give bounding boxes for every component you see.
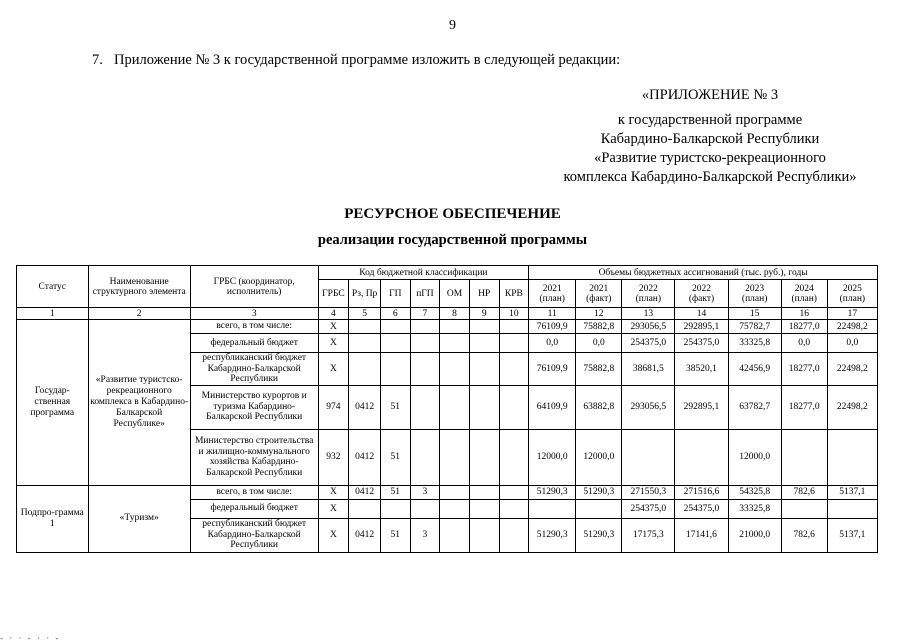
column-number: 1	[17, 308, 89, 320]
column-number: 8	[440, 308, 470, 320]
row-label: федеральный бюджет	[190, 334, 318, 353]
column-number: 16	[781, 308, 827, 320]
value-cell: 22498,2	[827, 320, 877, 334]
header-year-col	[675, 280, 728, 308]
code-cell	[499, 518, 529, 552]
code-cell	[499, 499, 529, 518]
value-cell: 293056,5	[622, 385, 675, 429]
item-number: 7.	[92, 52, 103, 68]
code-cell	[380, 320, 410, 334]
code-cell: 51	[380, 485, 410, 499]
column-number: 12	[576, 308, 622, 320]
column-number: 7	[410, 308, 440, 320]
value-cell: 38681,5	[622, 353, 675, 386]
code-cell	[349, 499, 381, 518]
code-cell: 0412	[349, 429, 381, 485]
row-label: Министерство строительства и жилищно-коммунального хозяйства Кабардино-Балкарской Республики	[190, 429, 318, 485]
row-label: всего, в том числе:	[190, 485, 318, 499]
value-cell	[622, 429, 675, 485]
value-cell: 271550,3	[622, 485, 675, 499]
value-cell: 254375,0	[675, 499, 728, 518]
value-cell: 0,0	[827, 334, 877, 353]
header-code-col: НР	[469, 280, 499, 308]
code-cell: 51	[380, 518, 410, 552]
value-cell: 254375,0	[622, 499, 675, 518]
value-cell: 22498,2	[827, 385, 877, 429]
heading-subtitle: реализации государственной программы	[317, 232, 588, 248]
header-year-col	[622, 280, 675, 308]
header-year-col	[781, 280, 827, 308]
code-cell	[469, 334, 499, 353]
value-cell: 75882,8	[576, 353, 622, 386]
header-status: Статус	[17, 266, 89, 308]
code-cell: Х	[318, 485, 349, 499]
code-cell	[469, 518, 499, 552]
value-cell	[576, 499, 622, 518]
code-cell	[380, 334, 410, 353]
year-kind: (план)	[791, 293, 817, 304]
value-cell	[827, 429, 877, 485]
value-cell: 18277,0	[781, 320, 827, 334]
row-label: всего, в том числе:	[190, 320, 318, 334]
code-cell: 51	[380, 385, 410, 429]
value-cell: 64109,9	[529, 385, 576, 429]
header-code-col: пГП	[410, 280, 440, 308]
item-7-text	[92, 52, 620, 69]
value-cell: 271516,6	[675, 485, 728, 499]
header-name: Наименование структурного элемента	[88, 266, 190, 308]
header-year-col	[529, 280, 576, 308]
code-cell: 0412	[349, 518, 381, 552]
code-cell: 51	[380, 429, 410, 485]
code-cell: 932	[318, 429, 349, 485]
code-cell	[499, 353, 529, 386]
value-cell	[827, 499, 877, 518]
column-number: 14	[675, 308, 728, 320]
item-body: Приложение № 3 к государственной программе изложить в следующей редакции:	[114, 52, 621, 68]
table-row	[17, 320, 878, 334]
column-number: 10	[499, 308, 529, 320]
value-cell	[675, 429, 728, 485]
code-cell: Х	[318, 353, 349, 386]
header-year-col	[576, 280, 622, 308]
value-cell: 782,6	[781, 485, 827, 499]
code-cell: 974	[318, 385, 349, 429]
column-number: 11	[529, 308, 576, 320]
header-code-col: ГП	[380, 280, 410, 308]
value-cell: 5137,1	[827, 518, 877, 552]
gp-name: «Развитие туристско-рекреационного комплекса в Кабардино-Балкарской Республике»	[88, 320, 190, 486]
header-code-col: ГРБС	[318, 280, 349, 308]
value-cell: 22498,2	[827, 353, 877, 386]
value-cell	[781, 499, 827, 518]
value-cell: 33325,8	[728, 499, 781, 518]
value-cell: 12000,0	[728, 429, 781, 485]
header-numbers	[17, 308, 878, 320]
appendix-line-2: Кабардино-Балкарской Республики	[600, 131, 820, 147]
code-cell	[469, 499, 499, 518]
code-cell	[440, 385, 470, 429]
code-cell	[499, 320, 529, 334]
year-kind: (план)	[635, 293, 662, 304]
subprogram-status: Подпро-грамма 1	[17, 485, 89, 552]
year-kind: (факт)	[586, 293, 612, 304]
appendix-line-1: к государственной программе	[617, 112, 803, 128]
year-kind: (план)	[741, 293, 768, 304]
code-cell	[410, 385, 440, 429]
code-cell	[469, 485, 499, 499]
code-cell: Х	[318, 518, 349, 552]
value-cell: 254375,0	[675, 334, 728, 353]
column-number: 15	[728, 308, 781, 320]
value-cell: 17141,6	[675, 518, 728, 552]
header-budget-code: Код бюджетной классификации	[318, 266, 529, 280]
value-cell: 76109,9	[529, 320, 576, 334]
value-cell: 12000,0	[529, 429, 576, 485]
value-cell: 42456,9	[728, 353, 781, 386]
row-label: федеральный бюджет	[190, 499, 318, 518]
header-year-col	[728, 280, 781, 308]
value-cell: 0,0	[576, 334, 622, 353]
year-label: 2023	[745, 283, 765, 294]
value-cell: 51290,3	[529, 518, 576, 552]
table-row	[17, 485, 878, 499]
value-cell: 51290,3	[576, 518, 622, 552]
value-cell: 76109,9	[529, 353, 576, 386]
year-kind: (план)	[839, 293, 866, 304]
appendix-block	[555, 86, 865, 187]
year-label: 2025	[842, 283, 862, 294]
row-label: Министерство курортов и туризма Кабардино-Балкарской Республики	[190, 385, 318, 429]
code-cell	[440, 353, 470, 386]
code-cell: 3	[410, 485, 440, 499]
year-label: 2021	[542, 283, 562, 294]
column-number: 13	[622, 308, 675, 320]
code-cell	[410, 334, 440, 353]
value-cell: 63882,8	[576, 385, 622, 429]
value-cell: 51290,3	[529, 485, 576, 499]
code-cell	[410, 429, 440, 485]
header-grbs: ГРБС (координатор, исполнитель)	[190, 266, 318, 308]
appendix-line-4: комплекса Кабардино-Балкарской Республики»	[563, 169, 857, 185]
value-cell: 254375,0	[622, 334, 675, 353]
year-kind: (план)	[539, 293, 565, 304]
value-cell: 51290,3	[576, 485, 622, 499]
value-cell	[781, 429, 827, 485]
value-cell: 18277,0	[781, 385, 827, 429]
code-cell	[440, 518, 470, 552]
value-cell: 293056,5	[622, 320, 675, 334]
header-year-col	[827, 280, 877, 308]
code-cell: Х	[318, 320, 349, 334]
code-cell: 0412	[349, 485, 381, 499]
year-label: 2022	[638, 283, 658, 294]
column-number: 5	[349, 308, 381, 320]
subprogram-name: «Туризм»	[88, 485, 190, 552]
code-cell	[440, 499, 470, 518]
column-number: 9	[469, 308, 499, 320]
value-cell: 0,0	[781, 334, 827, 353]
code-cell: Х	[318, 499, 349, 518]
value-cell: 5137,1	[827, 485, 877, 499]
code-cell	[499, 485, 529, 499]
value-cell: 12000,0	[576, 429, 622, 485]
edge-mark: - · · - · · -	[0, 633, 61, 643]
code-cell	[469, 353, 499, 386]
value-cell: 75782,7	[728, 320, 781, 334]
code-cell	[499, 334, 529, 353]
column-number: 2	[88, 308, 190, 320]
code-cell	[469, 320, 499, 334]
value-cell: 75882,8	[576, 320, 622, 334]
code-cell: 0412	[349, 385, 381, 429]
year-label: 2024	[794, 283, 814, 294]
gp-status: Государ-ственная программа	[17, 320, 89, 486]
resource-table	[16, 265, 878, 553]
code-cell: Х	[318, 334, 349, 353]
year-label: 2021	[589, 283, 609, 294]
year-label: 2022	[691, 283, 711, 294]
code-cell	[349, 320, 381, 334]
value-cell: 63782,7	[728, 385, 781, 429]
value-cell: 38520,1	[675, 353, 728, 386]
code-cell	[440, 485, 470, 499]
header-volumes: Объемы бюджетных ассигнований (тыс. руб.), годы	[529, 266, 878, 280]
code-cell	[380, 499, 410, 518]
code-cell	[349, 334, 381, 353]
code-cell	[410, 353, 440, 386]
code-cell	[440, 320, 470, 334]
header-code-col: Рз, Пр	[349, 280, 381, 308]
value-cell	[529, 499, 576, 518]
code-cell	[469, 385, 499, 429]
code-cell	[499, 429, 529, 485]
row-label: республиканский бюджет Кабардино-Балкарской Республики	[190, 518, 318, 552]
value-cell: 17175,3	[622, 518, 675, 552]
code-cell	[469, 429, 499, 485]
code-cell	[410, 320, 440, 334]
value-cell: 292895,1	[675, 385, 728, 429]
code-cell	[349, 353, 381, 386]
value-cell: 54325,8	[728, 485, 781, 499]
value-cell: 21000,0	[728, 518, 781, 552]
appendix-line-3: «Развитие туристско-рекреационного	[594, 150, 826, 166]
row-label: республиканский бюджет Кабардино-Балкарской Республики	[190, 353, 318, 386]
column-number: 4	[318, 308, 349, 320]
column-number: 17	[827, 308, 877, 320]
value-cell: 18277,0	[781, 353, 827, 386]
value-cell: 33325,8	[728, 334, 781, 353]
year-kind: (факт)	[688, 293, 715, 304]
value-cell: 782,6	[781, 518, 827, 552]
code-cell	[380, 353, 410, 386]
header-code-col: КРВ	[499, 280, 529, 308]
column-number: 3	[190, 308, 318, 320]
appendix-title: «ПРИЛОЖЕНИЕ № 3	[641, 87, 779, 103]
code-cell	[499, 385, 529, 429]
heading-title: РЕСУРСНОЕ ОБЕСПЕЧЕНИЕ	[344, 206, 561, 222]
page-number: 9	[449, 18, 456, 33]
header-code-col: ОМ	[440, 280, 470, 308]
code-cell	[440, 429, 470, 485]
code-cell	[410, 499, 440, 518]
value-cell: 0,0	[529, 334, 576, 353]
code-cell	[440, 334, 470, 353]
value-cell: 292895,1	[675, 320, 728, 334]
code-cell: 3	[410, 518, 440, 552]
column-number: 6	[380, 308, 410, 320]
